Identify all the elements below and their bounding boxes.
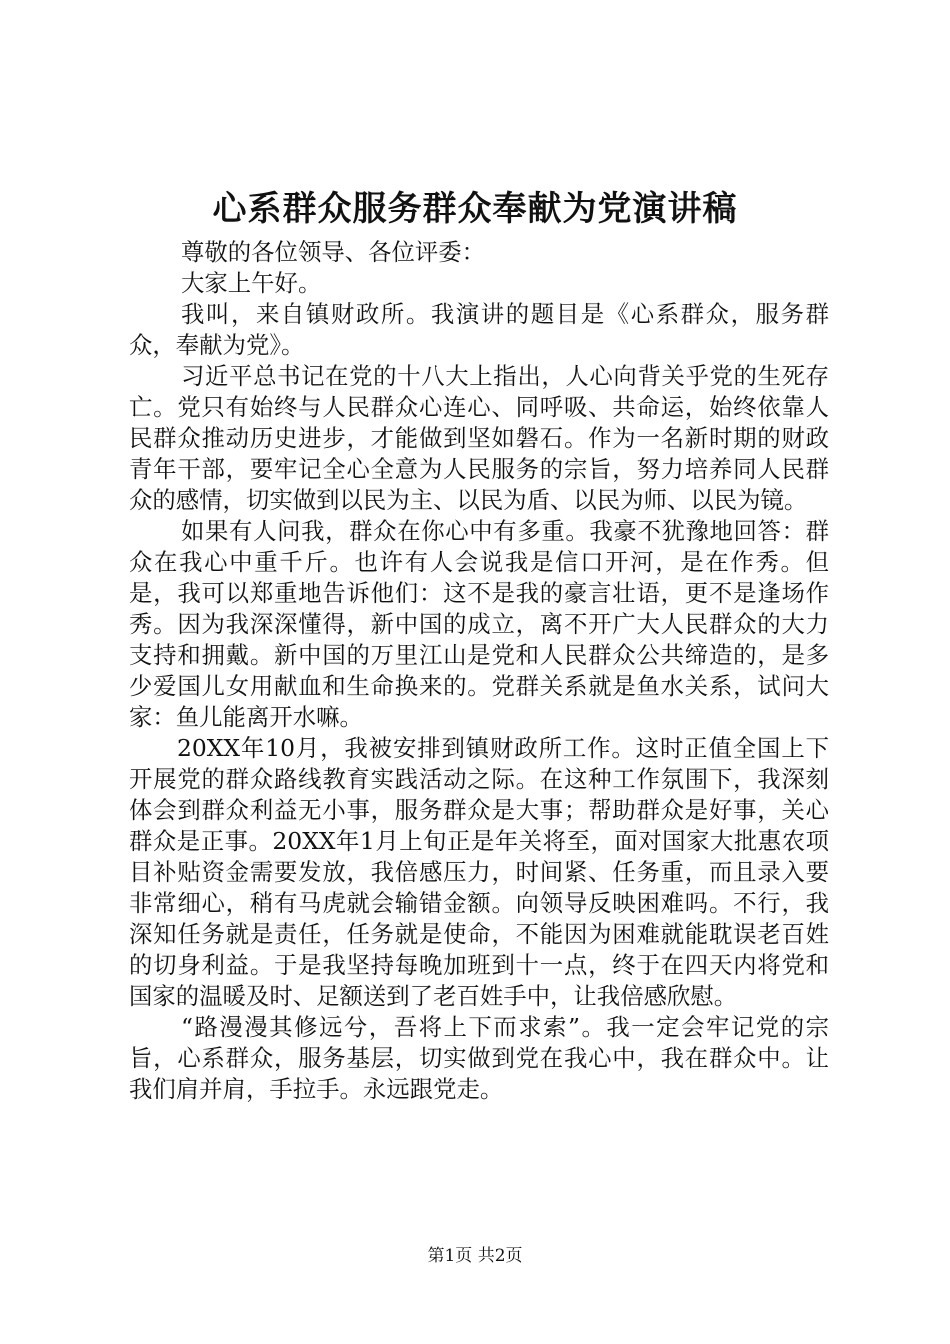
paragraph-masses-weight: 如果有人问我，群众在你心中有多重。我豪不犹豫地回答：群众在我心中重千斤。也许有人会说我是信口开河，是在作秀。但是，我可以郑重地告诉他们：这不是我的豪言壮语，更不是逢场作秀。因为我深深懂得，新中国的成立，离不开广大人民群众的大力支持和拥戴。新中国的万里江山是党和人民群众公共缔造的，是多少爱国儿女用献血和生命换来的。党群关系就是鱼水关系，试问大家：鱼儿能离开水嘛。 bbox=[129, 517, 829, 731]
paragraph-party-principle: 习近平总书记在党的十八大上指出，人心向背关乎党的生死存亡。党只有始终与人民群众心连心、同呼吸、共命运，始终依靠人民群众推动历史进步，才能做到坚如磐石。作为一名新时期的财政青年干部，要牢记全心全意为人民服务的宗旨，努力培养同人民群众的感情，切实做到以民为主、以民为盾、以民为师、以民为镜。 bbox=[129, 362, 829, 514]
paragraph-salutation: 大家上午好。 bbox=[181, 269, 322, 297]
page-number-footer: 第1页 共2页 bbox=[427, 1246, 523, 1266]
paragraph-conclusion: “路漫漫其修远兮，吾将上下而求索”。我一定会牢记党的宗旨，心系群众，服务基层，切实做到党在我心中，我在群众中。让我们肩并肩，手拉手。永远跟党走。 bbox=[129, 1013, 829, 1103]
document-title: 心系群众服务群众奉献为党演讲稿 bbox=[212, 189, 738, 229]
document-body bbox=[129, 237, 829, 1105]
paragraph-introduction: 我叫，来自镇财政所。我演讲的题目是《心系群众，服务群众，奉献为党》。 bbox=[129, 300, 829, 359]
paragraph-greeting: 尊敬的各位领导、各位评委： bbox=[181, 238, 486, 266]
paragraph-work-experience: 20XX年10月，我被安排到镇财政所工作。这时正值全国上下开展党的群众路线教育实践活动之际。在这种工作氛围下，我深刻体会到群众利益无小事，服务群众是大事；帮助群众是好事，关心群众是正事。20XX年1月上旬正是年关将至，面对国家大批惠农项目补贴资金需要发放，我倍感压力，时间紧、任务重，而且录入要非常细心，稍有马虎就会输错金额。向领导反映困难吗。不行，我深知任务就是责任，任务就是使命，不能因为困难就能耽误老百姓的切身利益。于是我坚持每晚加班到十一点，终于在四天内将党和国家的温暖及时、足额送到了老百姓手中，让我倍感欣慰。 bbox=[129, 734, 829, 1010]
